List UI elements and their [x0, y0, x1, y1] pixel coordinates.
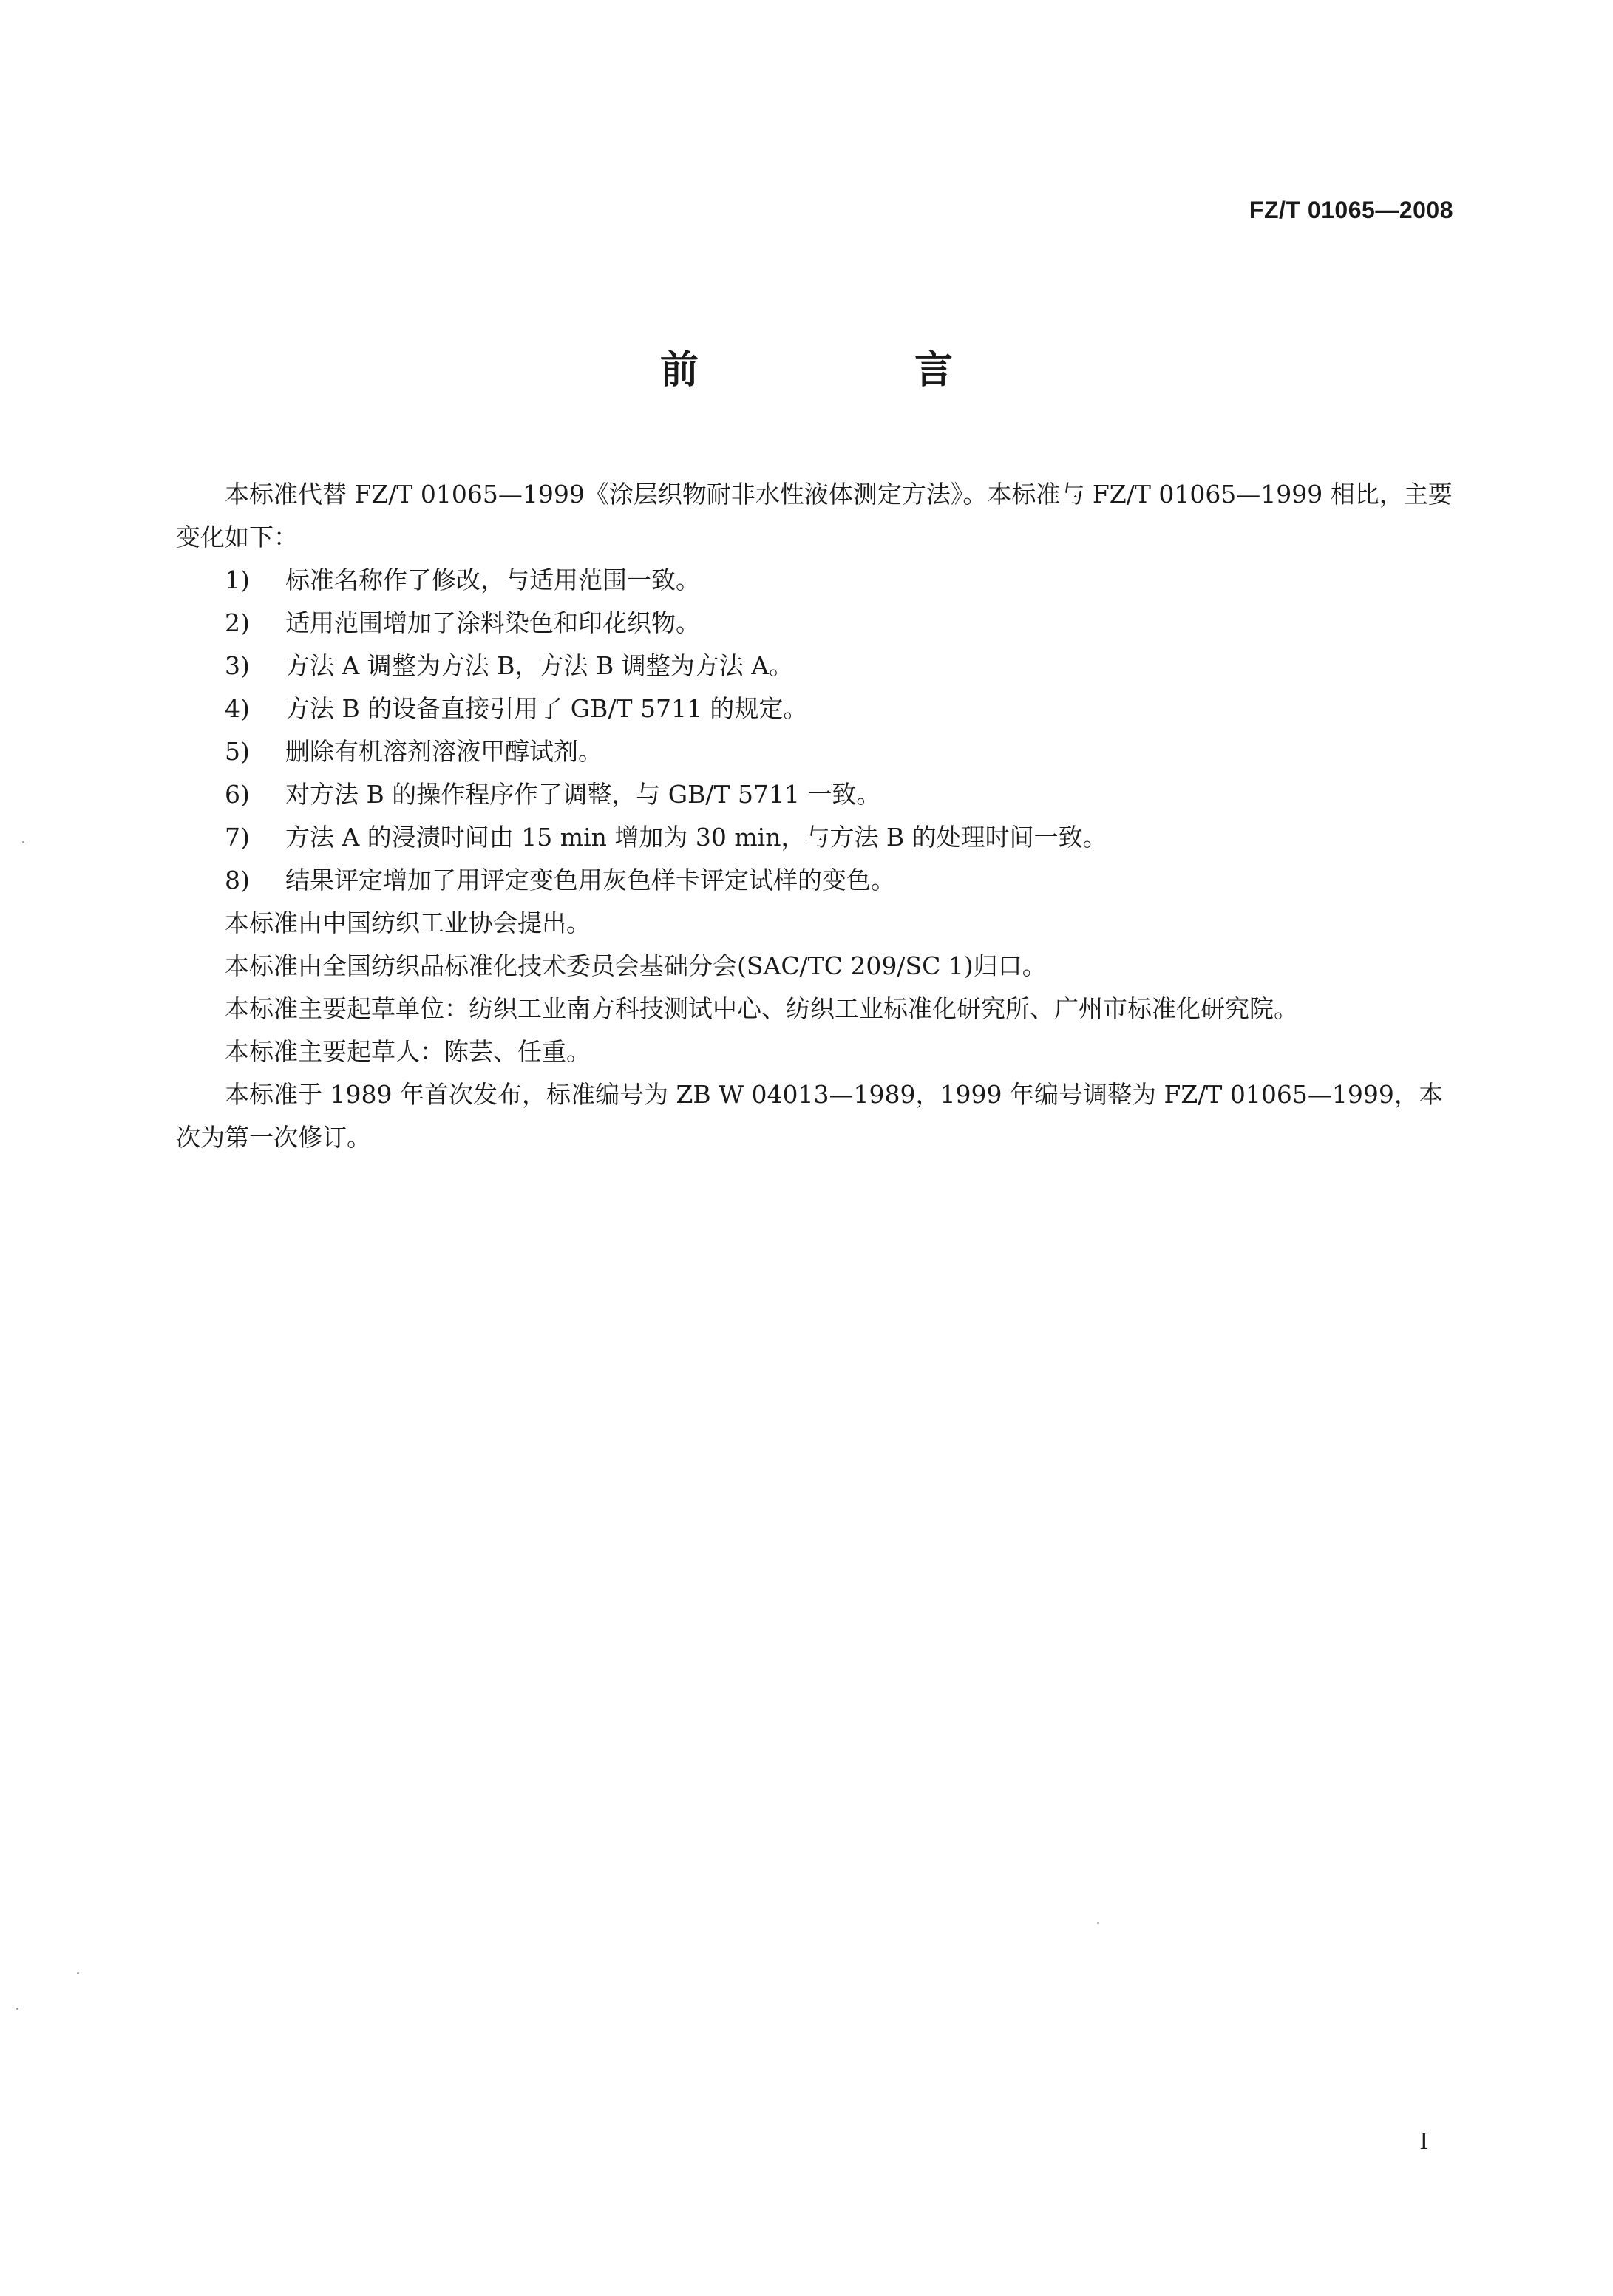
foreword-body — [176, 473, 1455, 1159]
scan-speck — [16, 2008, 18, 2010]
change-item — [176, 816, 1455, 859]
change-item-text: 方法 A 的浸渍时间由 15 min 增加为 30 min，与方法 B 的处理时间一致。 — [285, 823, 1107, 852]
change-item-text: 方法 A 调整为方法 B，方法 B 调整为方法 A。 — [285, 651, 794, 680]
change-item-number: 3) — [225, 651, 250, 680]
centralizer-paragraph: 本标准由全国纺织品标准化技术委员会基础分会(SAC/TC 209/SC 1)归口。 — [225, 951, 1047, 980]
standard-code: FZ/T 01065—2008 — [1249, 197, 1453, 223]
scan-speck — [1097, 1922, 1099, 1924]
change-item-number: 8) — [225, 866, 250, 894]
change-item-number: 5) — [225, 737, 250, 766]
page-number: I — [1419, 2127, 1428, 2155]
page-title: 前 言 — [659, 348, 1042, 393]
change-item-number: 7) — [225, 823, 250, 852]
change-item-text: 删除有机溶剂溶液甲醇试剂。 — [285, 737, 602, 766]
change-item — [176, 687, 1455, 730]
change-item-text: 方法 B 的设备直接引用了 GB/T 5711 的规定。 — [285, 694, 808, 723]
change-item — [176, 730, 1455, 773]
change-item-number: 4) — [225, 694, 250, 723]
change-item-text: 适用范围增加了涂料染色和印花织物。 — [285, 608, 700, 637]
intro-paragraph: 本标准代替 FZ/T 01065—1999《涂层织物耐非水性液体测定方法》。本标准与 FZ/T 01065—1999 相比，主要变化如下： — [176, 480, 1453, 551]
change-item-text: 对方法 B 的操作程序作了调整，与 GB/T 5711 一致。 — [285, 780, 881, 809]
drafting-units-paragraph: 本标准主要起草单位：纺织工业南方科技测试中心、纺织工业标准化研究所、广州市标准化研究院。 — [225, 994, 1298, 1023]
change-item-text: 标准名称作了修改，与适用范围一致。 — [285, 565, 700, 594]
history-paragraph: 本标准于 1989 年首次发布，标准编号为 ZB W 04013—1989，1999 年编号调整为 FZ/T 01065—1999，本次为第一次修订。 — [176, 1080, 1443, 1152]
change-item — [176, 602, 1455, 645]
change-item-number: 6) — [225, 780, 250, 809]
change-item — [176, 773, 1455, 816]
change-item-number: 2) — [225, 608, 250, 637]
proposer-paragraph: 本标准由中国纺织工业协会提出。 — [225, 908, 591, 937]
scan-speck — [22, 841, 24, 843]
change-item — [176, 859, 1455, 902]
drafters-paragraph: 本标准主要起草人：陈芸、任重。 — [225, 1037, 591, 1066]
change-item-number: 1) — [225, 565, 250, 594]
change-item-text: 结果评定增加了用评定变色用灰色样卡评定试样的变色。 — [285, 866, 895, 894]
change-item — [176, 645, 1455, 687]
scan-speck — [77, 1972, 79, 1974]
change-item — [176, 559, 1455, 602]
